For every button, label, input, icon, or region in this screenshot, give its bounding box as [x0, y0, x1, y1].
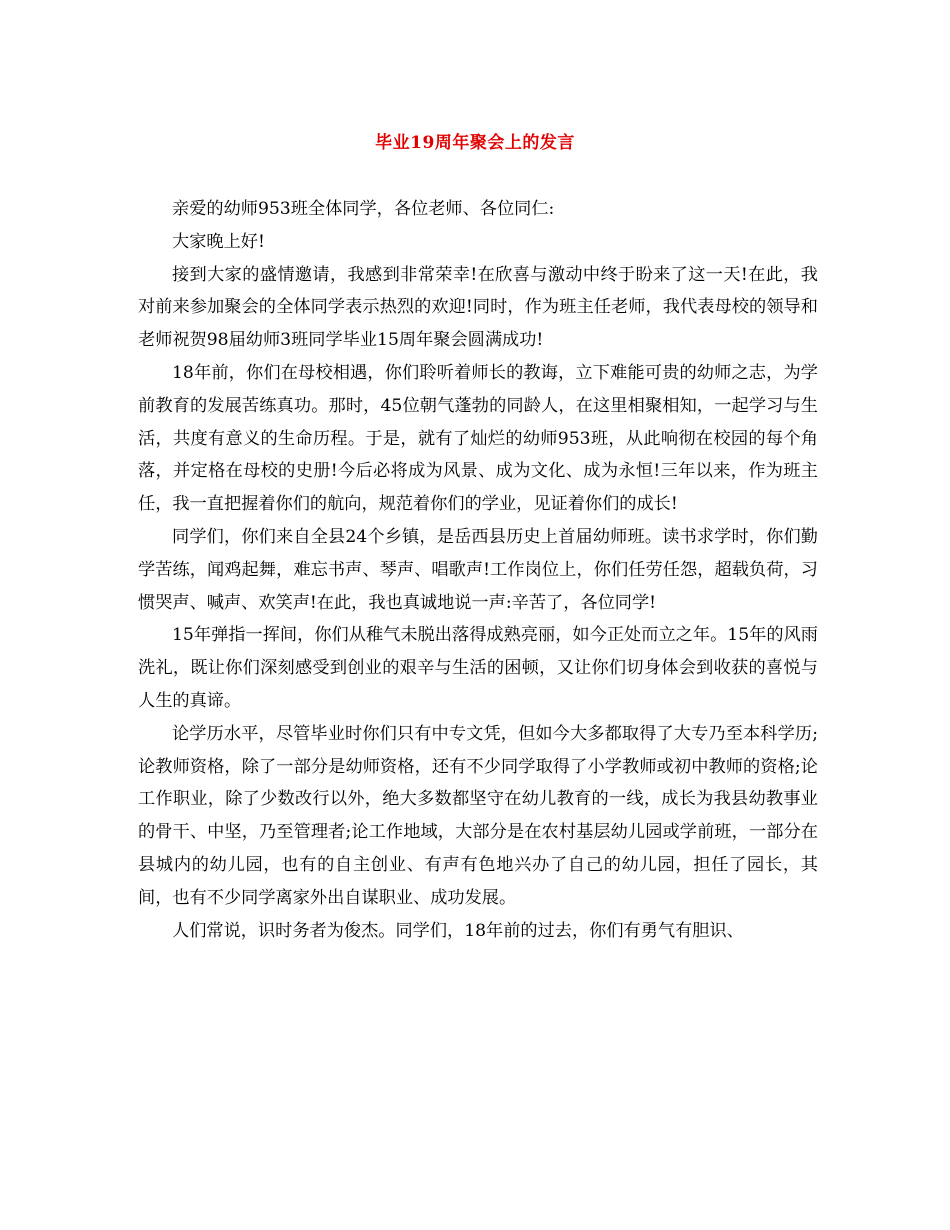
paragraph: 接到大家的盛情邀请，我感到非常荣幸!在欣喜与激动中终于盼来了这一天!在此，我对前来参加聚会的全体同学表示热烈的欢迎!同时，作为班主任老师，我代表母校的领导和老师祝贺98届幼师3班同学毕业15周年聚会圆满成功!	[138, 264, 818, 351]
document-title: 毕业19周年聚会上的发言	[375, 133, 575, 153]
paragraph: 人们常说，识时务者为俊杰。同学们，18年前的过去，你们有勇气有胆识、	[172, 920, 744, 941]
paragraph: 15年弹指一挥间，你们从稚气未脱出落得成熟亮丽，如今正处而立之年。15年的风雨洗礼，既让你们深刻感受到创业的艰辛与生活的困顿，又让你们切身体会到收获的喜悦与人生的真谛。	[138, 625, 818, 711]
paragraph: 亲爱的幼师953班全体同学，各位老师、各位同仁:	[172, 199, 555, 219]
paragraph: 论学历水平，尽管毕业时你们只有中专文凭，但如今大多都取得了大专乃至本科学历;论教师资格，除了一部分是幼师资格，还有不少同学取得了小学教师或初中教师的资格;论工作职业，除了少数改行以外，绝大多数都坚守在幼儿教育的一线，成长为我县幼教事业的骨干、中坚，乃至管理者;论工作地域，大部分是在农村基层幼儿园或学前班，一部分在县城内的幼儿园，也有的自主创业、有声有色地兴办了自己的幼儿园，担任了园长，其间，也有不少同学离家外出自谋职业、成功发展。	[138, 723, 818, 908]
paragraph: 18年前，你们在母校相遇，你们聆听着师长的教诲，立下难能可贵的幼师之志，为学前教育的发展苦练真功。那时，45位朝气蓬勃的同龄人，在这里相聚相知，一起学习与生活，共度有意义的生命历程。于是，就有了灿烂的幼师953班，从此响彻在校园的每个角落，并定格在母校的史册!今后必将成为风景、成为文化、成为永恒!三年以来，作为班主任，我一直把握着你们的航向，规范着你们的学业，见证着你们的成长!	[138, 362, 818, 515]
document-body	[138, 193, 818, 947]
paragraph: 同学们，你们来自全县24个乡镇，是岳西县历史上首届幼师班。读书求学时，你们勤学苦练，闻鸡起舞，难忘书声、琴声、唱歌声!工作岗位上，你们任劳任怨，超载负荷，习惯哭声、喊声、欢笑声!在此，我也真诚地说一声:辛苦了，各位同学!	[138, 526, 818, 613]
paragraph: 大家晚上好!	[172, 231, 265, 252]
